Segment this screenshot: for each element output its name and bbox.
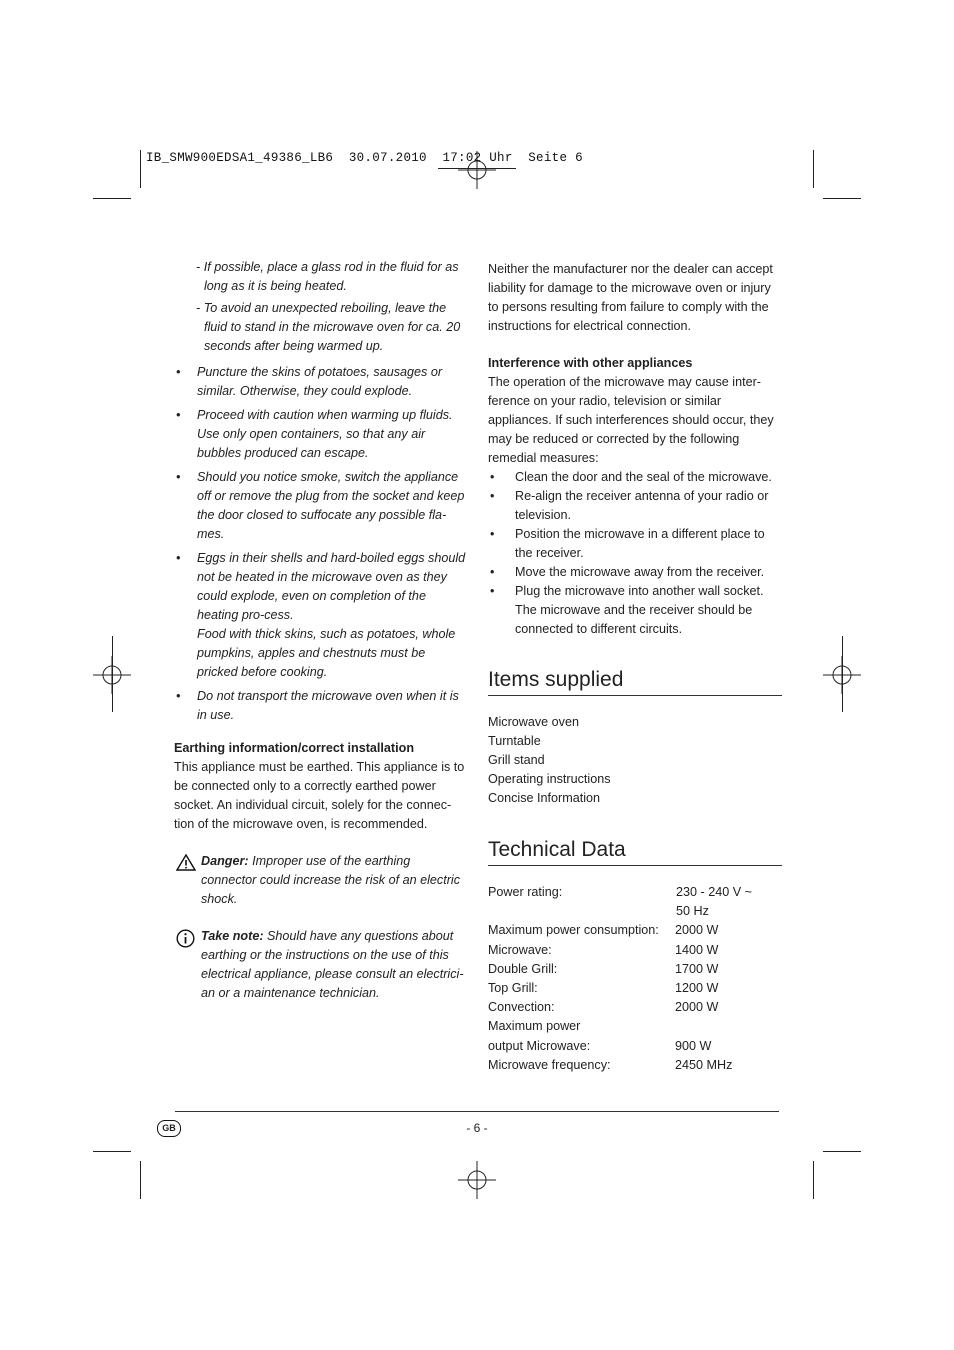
crop-mark <box>842 636 843 712</box>
bullet-icon: • <box>490 584 495 598</box>
list-item-text: Proceed with caution when warming up fluids. Use only open containers, so that any air bubbles produced can escape. <box>197 408 453 460</box>
page-number: - 6 - <box>466 1121 488 1135</box>
sub-item: - If possible, place a glass rod in the fluid for as long as it is being heated. <box>196 260 459 293</box>
list-item: Concise Information <box>488 791 600 805</box>
danger-text: Improper use of the earthing connector could increase the risk of an electric shock. <box>201 854 461 906</box>
crop-mark <box>112 636 113 712</box>
table-cell-label: Top Grill: <box>488 981 538 996</box>
bullet-icon: • <box>176 408 181 422</box>
list-item <box>174 363 466 401</box>
table-cell-label <box>488 902 675 921</box>
table-row <box>488 941 752 960</box>
list-item-text: Clean the door and the seal of the microwave. <box>515 470 772 484</box>
table-row <box>488 1056 752 1075</box>
table-cell-label: Power rating: <box>488 885 563 899</box>
items-list <box>488 713 780 808</box>
table-row <box>488 998 752 1017</box>
list-item: Operating instructions <box>488 772 611 786</box>
registration-mark-icon <box>458 1161 496 1199</box>
table-cell-label: Microwave frequency: <box>488 1057 611 1072</box>
list-item <box>488 525 780 563</box>
list-item-text: Re-align the receiver antenna of your radio or television. <box>515 489 769 522</box>
earthing-heading: Earthing information/correct installation <box>174 741 415 755</box>
table-row <box>488 1017 752 1036</box>
interference-heading: Interference with other appliances <box>488 356 693 370</box>
crop-mark <box>140 1161 141 1199</box>
bullet-icon: • <box>176 470 181 484</box>
items-supplied-heading: Items supplied <box>488 667 782 696</box>
list-item <box>174 549 466 682</box>
list-item-text: Plug the microwave into another wall socket. The microwave and the receiver should be connected to different circuits. <box>515 584 764 636</box>
list-item-text: Food with thick skins, such as potatoes, whole pumpkins, apples and chestnuts must be pricked before cooking. <box>197 627 456 679</box>
bullet-icon: • <box>176 365 181 379</box>
bullet-icon: • <box>490 565 495 579</box>
table-cell-label: Maximum power <box>488 1019 581 1034</box>
bullet-icon: • <box>490 527 495 541</box>
list-item <box>488 582 780 639</box>
table-cell-label: Convection: <box>488 1000 555 1015</box>
list-item-text: Eggs in their shells and hard-boiled eggs should not be heated in the microwave oven as they could explode, even on completion of the heating pro-cess. <box>197 551 466 622</box>
crop-mark <box>813 1161 814 1199</box>
crop-mark <box>93 198 131 199</box>
table-cell-value <box>675 1017 752 1036</box>
table-cell-value: 230 - 240 V ~ <box>676 885 752 899</box>
list-item <box>488 563 780 582</box>
table-cell-value: 1200 W <box>675 981 719 996</box>
crop-mark <box>813 150 814 188</box>
footer-rule <box>175 1111 779 1112</box>
table-row <box>488 979 752 998</box>
crop-mark <box>823 1151 861 1152</box>
bullet-icon: • <box>176 551 181 565</box>
table-row <box>488 960 752 979</box>
take-note-label: Take note: <box>201 929 264 943</box>
bullet-icon: • <box>490 470 495 484</box>
info-icon <box>176 929 195 948</box>
table-row <box>488 902 752 921</box>
warning-triangle-icon <box>176 854 196 871</box>
list-item-text: Do not transport the microwave oven when it is in use. <box>197 689 459 722</box>
list-item <box>174 406 466 463</box>
table-cell-value: 2450 MHz <box>675 1057 733 1072</box>
list-item: Turntable <box>488 734 541 748</box>
bullet-icon: • <box>490 489 495 503</box>
list-item <box>488 487 780 525</box>
crop-mark <box>823 198 861 199</box>
bullet-icon: • <box>176 689 181 703</box>
table-cell-value: 50 Hz <box>676 904 709 919</box>
earthing-text: This appliance must be earthed. This appliance is to be connected only to a correctly earthed power socket. An individual circuit, solely for the connec-tion of the microwave oven, is recommended. <box>174 760 465 831</box>
country-badge: GB <box>157 1120 181 1137</box>
list-item-text: Move the microwave away from the receiver. <box>515 565 765 579</box>
list-item <box>174 468 466 544</box>
list-item: Grill stand <box>488 753 545 767</box>
list-item <box>488 468 780 487</box>
table-cell-value: 1700 W <box>675 961 719 976</box>
table-row <box>488 883 752 902</box>
danger-label: Danger: <box>201 854 249 868</box>
list-item-text: Should you notice smoke, switch the appliance off or remove the plug from the socket and keep the door closed to suffocate any possible fla-mes. <box>197 470 465 541</box>
danger-notice <box>174 852 466 909</box>
table-row <box>488 921 752 940</box>
right-column <box>488 260 780 1075</box>
sub-item: - To avoid an unexpected reboiling, leave the fluid to stand in the microwave oven for ca. 20 seconds after being warmed up. <box>196 301 461 353</box>
table-cell-label: Double Grill: <box>488 961 558 976</box>
liability-text: Neither the manufacturer nor the dealer can accept liability for damage to the microwave oven or injury to persons resulting from failure to comply with the instructions for electrical connection. <box>488 262 773 333</box>
left-column <box>174 258 466 1003</box>
take-note-text: Should have any questions about earthing or the instructions on the use of this electrical appliance, please consult an electrici-an or a maintenance technician. <box>201 929 464 1000</box>
list-item-text: Puncture the skins of potatoes, sausages or similar. Otherwise, they could explode. <box>197 365 443 398</box>
table-cell-value: 2000 W <box>675 1000 719 1015</box>
slug-underline <box>438 168 516 169</box>
table-cell-value: 2000 W <box>675 923 719 938</box>
list-item: Microwave oven <box>488 715 579 729</box>
table-cell-label: Maximum power consumption: <box>488 923 659 938</box>
crop-mark <box>93 1151 131 1152</box>
interference-text: The operation of the microwave may cause inter-ference on your radio, television or similar appliances. If such interferences should occur, they may be reduced or corrected by the following remedial measures: <box>488 375 774 465</box>
table-cell-value: 1400 W <box>675 942 719 957</box>
technical-data-table <box>488 883 752 1075</box>
table-cell-label: Microwave: <box>488 942 552 957</box>
print-slug: IB_SMW900EDSA1_49386_LB6 30.07.2010 17:02 Uhr Seite 6 <box>146 151 583 165</box>
crop-mark <box>140 150 141 188</box>
take-note-notice <box>174 927 466 1003</box>
table-row <box>488 1037 752 1056</box>
table-cell-label: output Microwave: <box>488 1038 591 1053</box>
list-item <box>174 687 466 725</box>
table-cell-value: 900 W <box>675 1038 712 1053</box>
list-item-text: Position the microwave in a different place to the receiver. <box>515 527 765 560</box>
technical-data-heading: Technical Data <box>488 837 782 866</box>
